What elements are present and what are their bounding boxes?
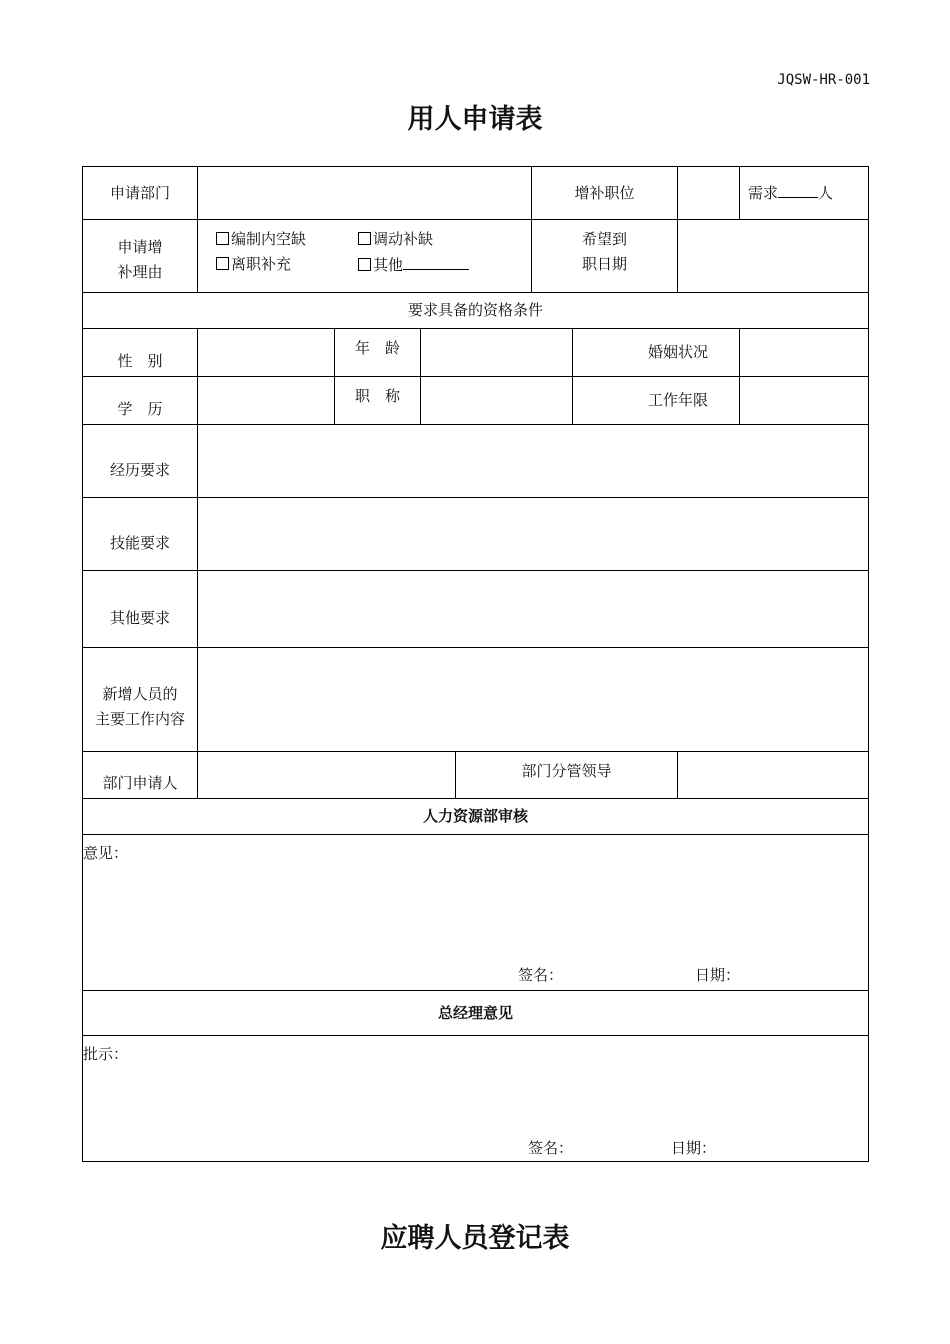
duties-input[interactable] [198,648,869,752]
hr-opinion-label: 意见： [83,844,129,862]
position-label: 增补职位 [532,167,678,220]
reason-label-line2: 补理由 [117,263,163,281]
skills-input[interactable] [198,498,869,571]
date-label-line2: 职日期 [582,255,628,273]
job-title-label: 职 称 [335,377,421,425]
gm-opinion-header: 总经理意见 [83,991,869,1036]
education-input[interactable] [198,377,335,425]
demand-cell[interactable] [740,167,869,220]
gender-input[interactable] [198,329,335,377]
demand-blank[interactable] [778,180,818,198]
qualifications-header: 要求具备的资格条件 [83,293,869,329]
second-form-title: 应聘人员登记表 [380,1223,570,1254]
marital-input[interactable] [740,329,869,377]
dept-leader-input[interactable] [678,752,869,799]
hr-date-label: 日期： [695,966,741,984]
reason-label [83,220,198,293]
hr-opinion-box[interactable] [83,835,869,991]
document-code: JQSW-HR-001 [777,72,870,88]
marital-label: 婚姻状况 [573,329,740,377]
option-other[interactable]: 其他 [358,252,469,278]
education-label: 学 历 [83,377,198,425]
dept-leader-label: 部门分管领导 [456,752,678,799]
date-label [532,220,678,293]
hr-review-header: 人力资源部审核 [83,799,869,835]
dept-label: 申请部门 [83,167,198,220]
position-input[interactable] [678,167,740,220]
skills-label: 技能要求 [83,498,198,571]
duties-label [83,648,198,752]
gm-sign-label: 签名： [528,1139,574,1157]
demand-suffix: 人 [818,184,834,202]
demand-prefix: 需求 [748,184,779,202]
experience-input[interactable] [198,425,869,498]
option-vacancy[interactable]: 编制内空缺 [216,227,358,252]
gm-opinion-box[interactable] [83,1036,869,1162]
applicant-input[interactable] [198,752,456,799]
experience-label: 经历要求 [83,425,198,498]
gm-opinion-label: 批示： [83,1045,129,1063]
years-input[interactable] [740,377,869,425]
page-title: 用人申请表 [407,104,543,135]
other-req-input[interactable] [198,571,869,648]
reason-label-line1: 申请增 [117,238,163,256]
other-blank[interactable] [403,252,469,270]
date-input[interactable] [678,220,869,293]
other-req-label: 其他要求 [83,571,198,648]
gm-date-label: 日期： [671,1139,717,1157]
reason-options [198,220,532,293]
age-input[interactable] [421,329,573,377]
application-form [82,166,869,1162]
checkbox-icon[interactable] [358,258,371,271]
option-transfer[interactable]: 调动补缺 [358,227,433,252]
checkbox-icon[interactable] [216,257,229,270]
date-label-line1: 希望到 [582,230,628,248]
applicant-label: 部门申请人 [83,752,198,799]
job-title-input[interactable] [421,377,573,425]
duties-label-line2: 主要工作内容 [94,709,185,728]
hr-sign-label: 签名： [518,966,564,984]
checkbox-icon[interactable] [358,232,371,245]
duties-label-line1: 新增人员的 [102,684,178,703]
option-resignation[interactable]: 离职补充 [216,252,358,278]
checkbox-icon[interactable] [216,232,229,245]
gender-label: 性 别 [83,329,198,377]
years-label: 工作年限 [573,377,740,425]
dept-input[interactable] [198,167,532,220]
age-label: 年 龄 [335,329,421,377]
